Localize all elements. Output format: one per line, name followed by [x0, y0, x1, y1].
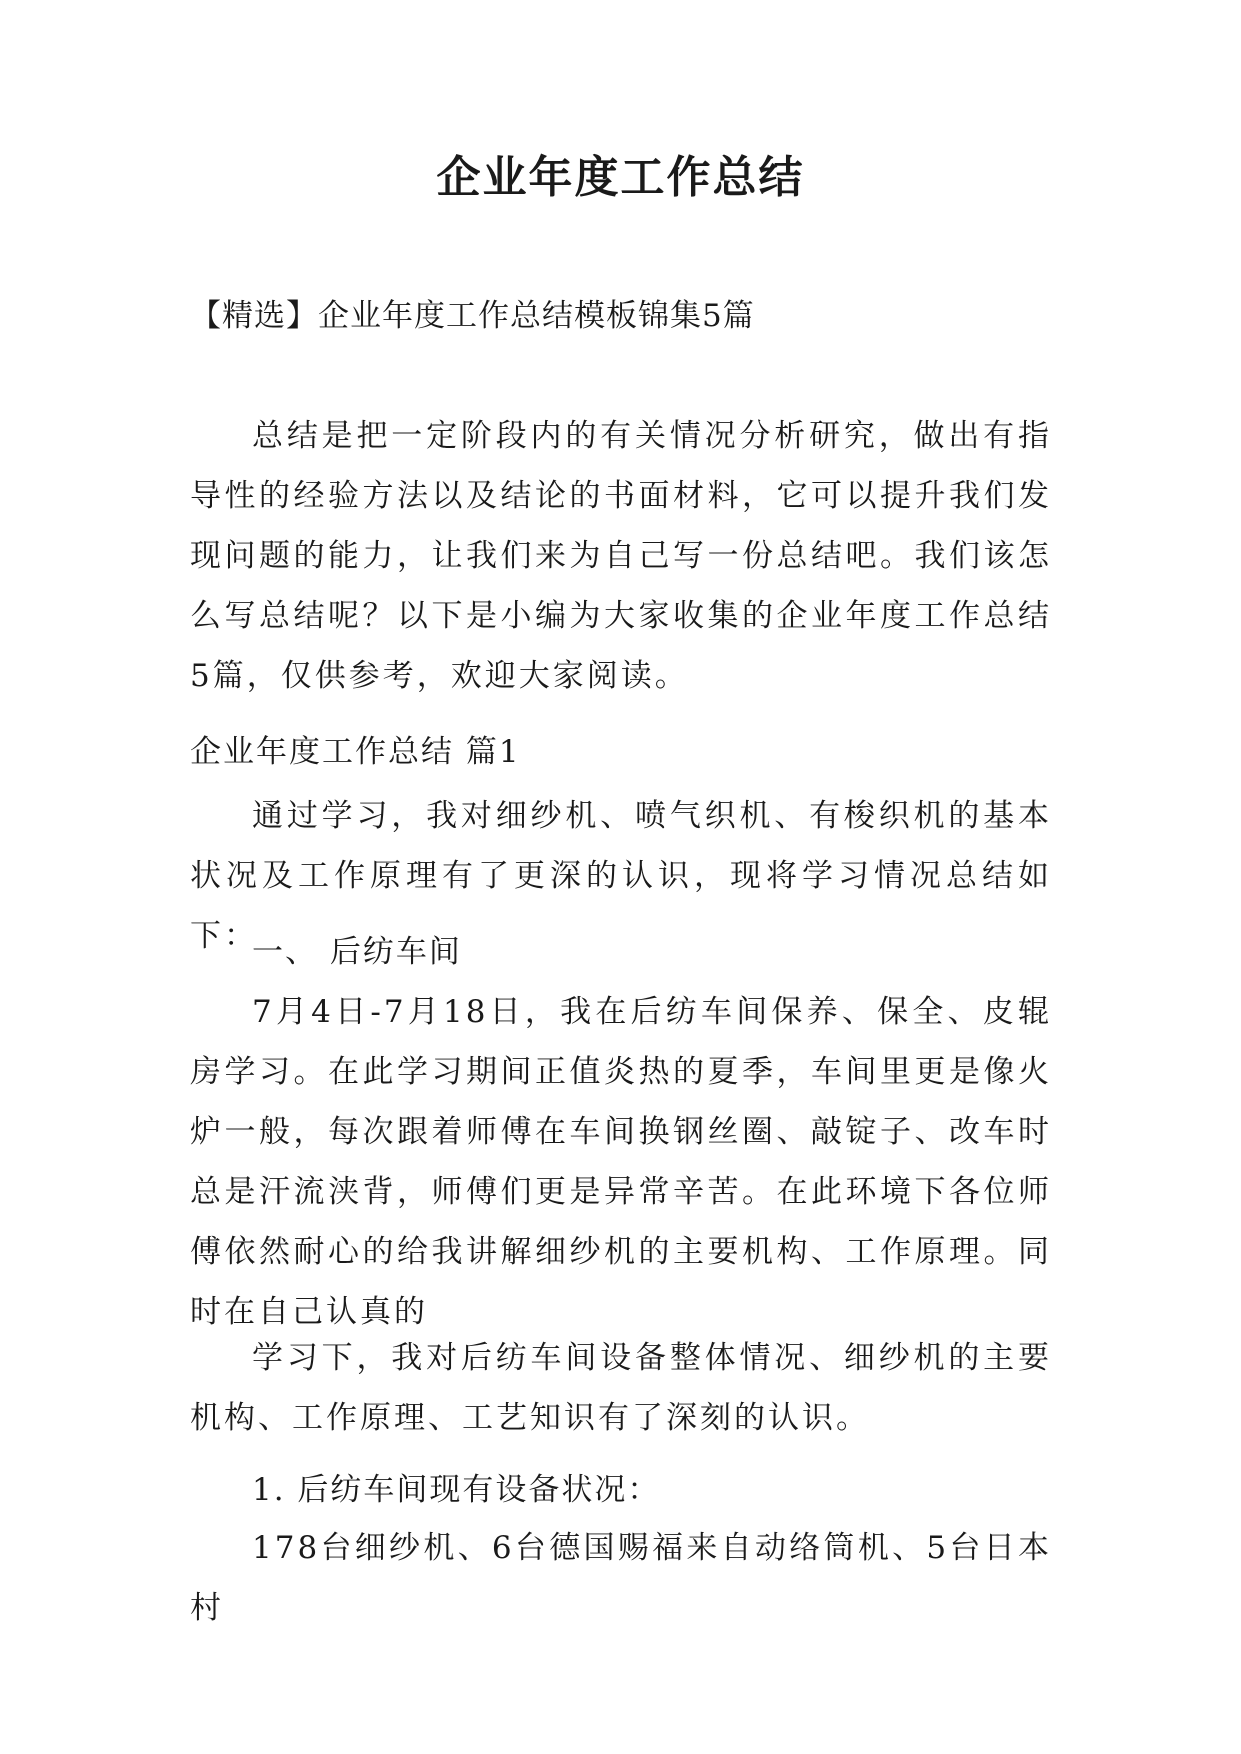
document-title: 企业年度工作总结: [436, 152, 805, 203]
document-subtitle: 【精选】企业年度工作总结模板锦集5篇: [190, 298, 755, 334]
machines-paragraph: 178台细纱机、6台德国赐福来自动络筒机、5台日本村: [190, 1530, 1052, 1626]
study-paragraph: 学习下，我对后纺车间设备整体情况、细纱机的主要机构、工作原理、工艺知识有了深刻的认识。: [190, 1340, 1052, 1436]
intro-paragraph: 总结是把一定阶段内的有关情况分析研究，做出有指导性的经验方法以及结论的书面材料，它可以提升我们发现问题的能力，让我们来为自己写一份总结吧。我们该怎么写总结呢？以下是小编为大家收集的企业年度工作总结5篇，仅供参考，欢迎大家阅读。: [190, 418, 1052, 694]
list-item-heading: 1. 后纺车间现有设备状况：: [252, 1472, 661, 1508]
learning-paragraph: 通过学习，我对细纱机、喷气织机、有梭织机的基本状况及工作原理有了更深的认识，现将学习情况总结如下：: [190, 798, 1052, 954]
article-heading: 企业年度工作总结 篇1: [190, 734, 521, 770]
july-paragraph: 7月4日-7月18日，我在后纺车间保养、保全、皮辊房学习。在此学习期间正值炎热的夏季，车间里更是像火炉一般，每次跟着师傅在车间换钢丝圈、敲锭子、改车时总是汗流浃背，师傅们更是异常辛苦。在此环境下各位师傅依然耐心的给我讲解细纱机的主要机构、工作原理。同时在自己认真的: [190, 994, 1052, 1330]
section-heading: 一、 后纺车间: [252, 934, 462, 970]
